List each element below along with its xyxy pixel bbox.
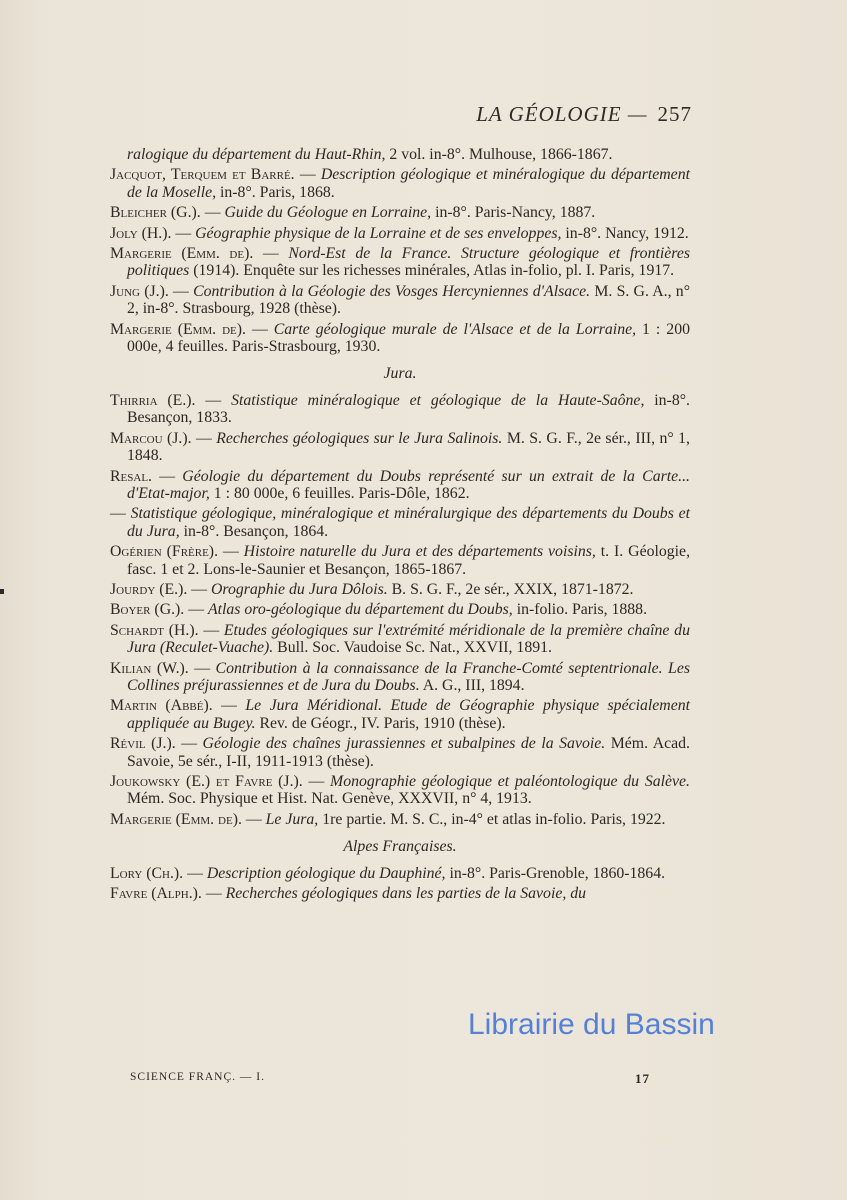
bibliography-entry [110, 811, 690, 828]
entry-dash: — [195, 391, 232, 409]
entry-author: Resal. [110, 467, 152, 485]
bibliography-entry [110, 430, 690, 465]
running-header [476, 102, 692, 127]
entry-title: Atlas oro-géologique du département du Doubs, [207, 601, 513, 619]
bibliography-entry [110, 204, 690, 221]
entry-author: Bleicher (G.). [110, 204, 201, 222]
entry-details: 1 : 200 000e, 4 feuilles. Paris-Strasbourg, 1930. [127, 320, 690, 356]
entry-title: Statistique minéralogique et géologique de la Haute-Saône, [231, 391, 645, 409]
entry-dash: — [212, 697, 246, 715]
entry-title: Orographie du Jura Dôlois. [210, 580, 388, 598]
entry-title: Monographie géologique et paléontologique du Salève. [330, 773, 691, 790]
entry-details: in-8°. Nancy, 1912. [561, 224, 689, 242]
entry-dash: — [191, 429, 217, 447]
entry-author: Jacquot, Terquem et Barré. [110, 166, 295, 184]
entry-details: Rev. de Géogr., IV. Paris, 1910 (thèse). [255, 714, 506, 732]
entry-title: Histoire naturelle du Jura et des départements voisins, [243, 543, 596, 561]
watermark: Librairie du Bassin [468, 1008, 715, 1041]
entry-details: 1re partie. M. S. C., in-4° et atlas in-folio. Paris, 1922. [318, 810, 666, 828]
entry-dash: — [218, 543, 244, 561]
entry-dash: — [200, 204, 225, 222]
bibliography-entry [110, 505, 690, 540]
entries-alpes [110, 865, 690, 903]
entry-details: in-8°. Besançon, 1833. [127, 391, 690, 427]
entry-title: Contribution à la connaissance de la Franche-Comté septentrionale. Les Collines préjurassiennes et de Jura du Doubs. [127, 659, 690, 694]
entries-lorraine-alsace [110, 146, 690, 355]
bibliography-body [110, 146, 690, 905]
entry-author: Boyer (G.). [110, 601, 185, 619]
entry-title: Description géologique et minéralogique du département de la Moselle, [127, 166, 690, 201]
page-number: 257 [657, 102, 692, 126]
bibliography-entry [110, 283, 690, 318]
entry-author: Jourdy (E.). [110, 580, 188, 598]
entry-dash: — [302, 773, 331, 790]
bibliography-entry [110, 581, 690, 598]
bibliography-entry [110, 697, 690, 732]
bibliography-entry [110, 245, 690, 280]
entry-author: Marcou (J.). [110, 429, 192, 447]
entry-details: Mém. Soc. Physique et Hist. Nat. Genève, XXXVII, n° 4, 1913. [127, 790, 532, 808]
entry-details: in-8°. Besançon, 1864. [179, 522, 329, 540]
entry-title: Recherches géologiques dans les parties de la Savoie, du [225, 885, 587, 903]
entry-details: Bull. Soc. Vaudoise Sc. Nat., XXVII, 1891. [273, 639, 552, 657]
entry-author: Révil (J.). [110, 735, 176, 753]
bibliography-entry [110, 543, 690, 578]
entry-dash: — [184, 601, 208, 619]
entry-author: Jung (J.). [110, 282, 169, 300]
entry-dash: — [241, 810, 266, 828]
bibliography-entry [110, 735, 690, 770]
entry-dash: — [175, 735, 203, 753]
entry-dash: — [183, 864, 207, 882]
entry-author: Joly (H.). [110, 224, 172, 242]
entry-dash: — [187, 580, 211, 598]
entry-dash: — [294, 166, 321, 184]
entry-author: Ogérien (Frère). [110, 543, 219, 561]
entries-jura [110, 392, 690, 828]
entry-title: Nord-Est de la France. Structure géologique et frontières politiques [127, 245, 690, 280]
bibliography-entry [110, 321, 690, 356]
entry-dash: — [245, 320, 274, 338]
sheet-number: 17 [635, 1071, 650, 1086]
bibliography-entry [110, 392, 690, 427]
entry-dash: — [110, 505, 131, 523]
bibliography-entry [110, 601, 690, 618]
entry-details: in-8°. Paris-Nancy, 1887. [431, 204, 596, 222]
entry-title: Statistique géologique, minéralogique et minéralurgique des départements du Doubs et du Jura, [127, 505, 691, 540]
signature-mark: SCIENCE FRANÇ. — I. [130, 1071, 265, 1083]
entry-title: Description géologique du Dauphiné, [206, 864, 446, 882]
entry-dash: — [168, 282, 194, 300]
entry-author: Margerie (Emm. de). [110, 810, 242, 828]
entry-dash: — [198, 621, 224, 639]
entry-author: Thirria (E.). [110, 391, 196, 409]
entry-dash: — [201, 885, 226, 903]
entry-dash: — [253, 245, 289, 263]
page-footer [130, 1071, 650, 1086]
bibliography-entry [110, 166, 690, 201]
entry-details: Mém. Acad. Savoie, 5e sér., I-II, 1911-1913 (thèse). [127, 735, 690, 770]
entry-details: M. S. G. F., 2e sér., III, n° 1, 1848. [127, 429, 690, 465]
entry-title: Recherches géologiques sur le Jura Salinois. [216, 429, 503, 447]
bibliography-entry [110, 773, 690, 808]
entry-details: t. I. Géologie, fasc. 1 et 2. Lons-le-Saunier et Besançon, 1865-1867. [127, 543, 691, 578]
bibliography-entry [110, 865, 690, 882]
entry-title: Etudes géologiques sur l'extrémité méridionale de la première chaîne du Jura (Reculet-Vuache). [127, 621, 690, 657]
entry-title: Guide du Géologue en Lorraine, [224, 204, 432, 222]
entry-title: Géologie du département du Doubs représenté sur un extrait de la Carte... d'Etat-major, [127, 467, 690, 502]
entry-title: Contribution à la Géologie des Vosges Hercyniennes d'Alsace. [193, 282, 591, 300]
entry-title: ralogique du département du Haut-Rhin, [127, 146, 386, 163]
entry-details: B. S. G. F., 2e sér., XXIX, 1871-1872. [387, 580, 634, 598]
bibliography-entry [110, 146, 690, 163]
header-title: LA GÉOLOGIE — [476, 102, 648, 126]
bibliography-entry [110, 660, 690, 695]
entry-dash: — [152, 467, 183, 485]
entry-author: Joukowsky (E.) et Favre (J.). [110, 773, 303, 790]
entry-title: Géologie des chaînes jurassiennes et subalpines de la Savoie. [202, 735, 606, 753]
bibliography-entry [110, 622, 690, 657]
entry-author: Kilian (W.). [110, 659, 189, 677]
entry-author: Margerie (Emm. de). [110, 320, 246, 338]
entry-author: Lory (Ch.). [110, 864, 184, 882]
entry-title: Le Jura, [265, 810, 319, 828]
entry-title: Le Jura Méridional. Etude de Géographie physique spécialement appliquée au Bugey. [127, 697, 691, 732]
entry-details: (1914). Enquête sur les richesses minérales, Atlas in-folio, pl. I. Paris, 1917. [189, 262, 675, 280]
entry-dash: — [188, 659, 216, 677]
entry-author: Schardt (H.). [110, 621, 199, 639]
section-heading-alpes: Alpes Françaises. [343, 838, 457, 856]
entry-details: in-8°. Paris-Grenoble, 1860-1864. [445, 864, 666, 882]
entry-title: Géographie physique de la Lorraine et de ses enveloppes, [195, 224, 562, 242]
bibliography-entry [110, 225, 690, 242]
section-heading-jura: Jura. [383, 365, 417, 383]
entry-details: A. G., III, 1894. [419, 676, 525, 694]
entry-dash: — [171, 224, 196, 242]
entry-author: Margerie (Emm. de). [110, 245, 254, 263]
entry-author: Favre (Alph.). [110, 885, 202, 903]
entry-details: in-8°. Paris, 1868. [216, 183, 335, 201]
entry-details: 1 : 80 000e, 6 feuilles. Paris-Dôle, 1862. [209, 484, 470, 502]
bibliography-entry [110, 468, 690, 503]
margin-mark [0, 589, 4, 594]
bibliography-entry [110, 885, 690, 902]
entry-details: in-folio. Paris, 1888. [512, 601, 648, 619]
entry-author: Martin (Abbé). [110, 697, 213, 715]
entry-details: M. S. G. A., n° 2, in-8°. Strasbourg, 1928 (thèse). [127, 282, 691, 318]
entry-details: 2 vol. in-8°. Mulhouse, 1866-1867. [385, 146, 613, 163]
entry-title: Carte géologique murale de l'Alsace et de la Lorraine, [273, 320, 637, 338]
